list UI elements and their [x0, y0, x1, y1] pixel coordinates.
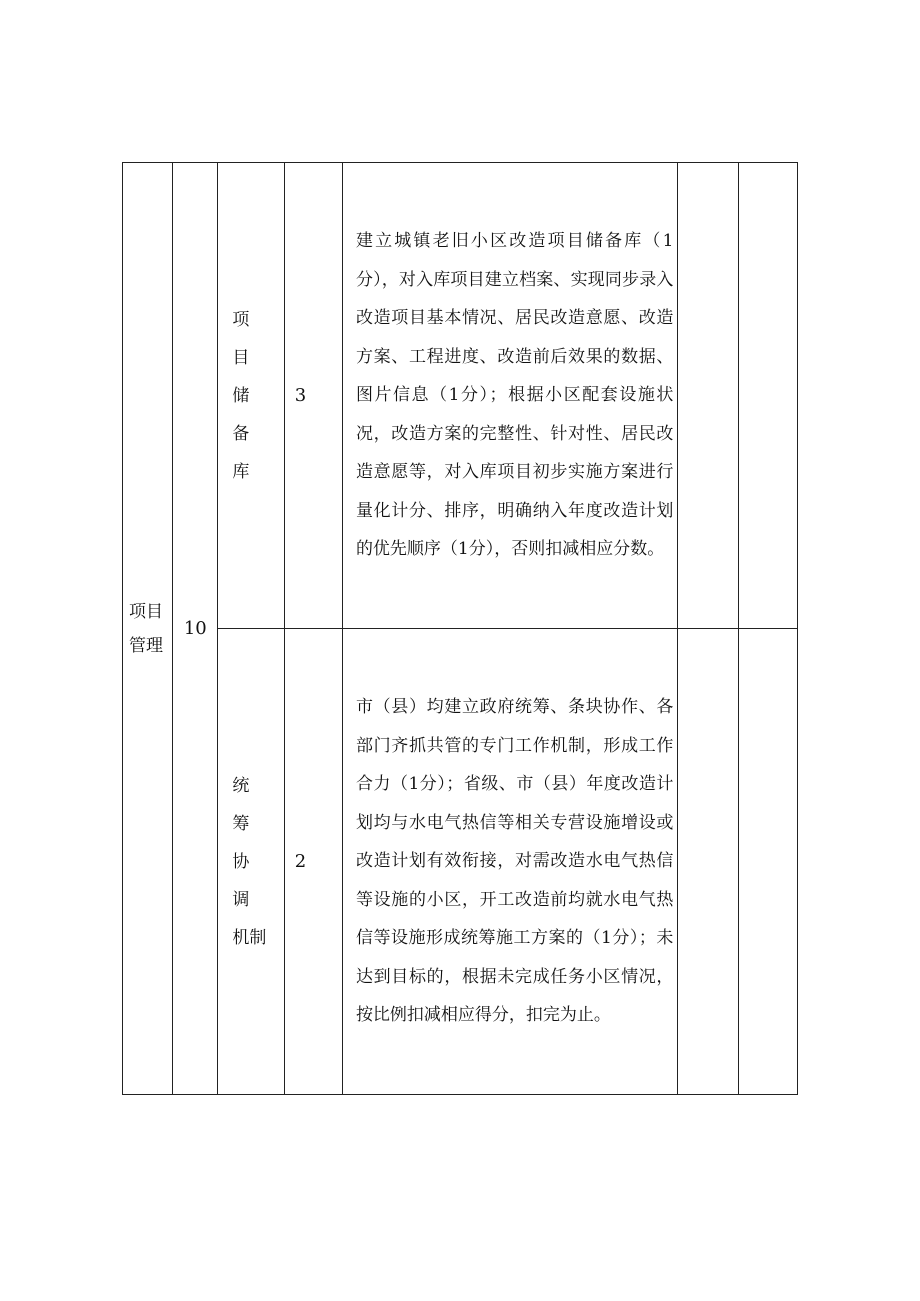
category-cell — [123, 163, 173, 1095]
item-cell — [218, 629, 284, 1095]
item-points: 2 — [294, 851, 307, 872]
item-label: 统 筹 协 调 机制 — [232, 775, 267, 948]
item-description: 建立城镇老旧小区改造项目储备库（1分），对入库项目建立档案、实现同步录入改造项目基本情况、居民改造意愿、改造方案、工程进度、改造前后效果的数据、图片信息（1分）；根据小区配套设施状况，改造方案的完整性、针对性、居民改造意愿等，对入库项目初步实施方案进行量化计分、排序，明确纳入年度改造计划的优先顺序（1分），否则扣减相应分数。 — [355, 231, 674, 560]
points-cell — [284, 163, 342, 629]
item-points: 3 — [294, 385, 307, 406]
description-cell — [342, 163, 677, 629]
total-score: 10 — [183, 618, 207, 639]
extra-cell-2 — [738, 163, 797, 629]
table-row — [123, 629, 798, 1095]
total-score-cell — [173, 163, 218, 1095]
table-row — [123, 163, 798, 629]
description-cell — [342, 629, 677, 1095]
extra-cell-1 — [678, 629, 738, 1095]
item-label: 项 目 储 备 库 — [232, 309, 267, 482]
item-description: 市（县）均建立政府统筹、条块协作、各部门齐抓共管的专门工作机制，形成工作合力（1分）；省级、市（县）年度改造计划均与水电气热信等相关专营设施增设或改造计划有效衔接，对需改造水电气热信等设施的小区，开工改造前均就水电气热信等设施形成统筹施工方案的（1分）；未达到目标的，根据未完成任务小区情况，按比例扣减相应得分，扣完为止。 — [355, 697, 674, 1026]
scoring-table — [122, 162, 798, 1095]
points-cell — [284, 629, 342, 1095]
extra-cell-1 — [678, 163, 738, 629]
extra-cell-2 — [738, 629, 797, 1095]
category-label: 项目 管理 — [129, 601, 163, 656]
item-cell — [218, 163, 284, 629]
